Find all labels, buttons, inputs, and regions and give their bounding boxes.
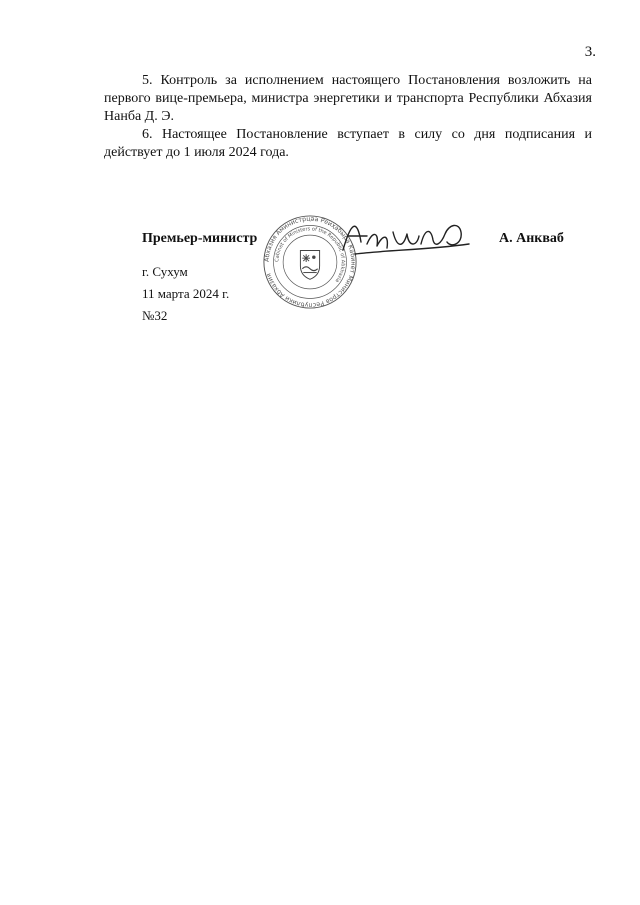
signatory-name: А. Анкваб [499,231,564,246]
issue-date: 11 марта 2024 г. [142,286,230,301]
position-title: Премьер-министр [142,231,258,246]
paragraph-5: 5. Контроль за исполнением настоящего Постановления возложить на первого вице-премьера, министра энергетики и транспорта Республики Абхазия Нанба Д. Э. [104,73,592,124]
seal-middle-text: Cabinet of Ministers of the Republic of Abkhazia [274,226,346,284]
document-number: №32 [142,308,168,323]
document-body [104,72,592,162]
signature-block [142,215,582,350]
handwritten-signature-icon [337,214,477,258]
seal-outer-text: Абхазия Аминистрцәа Реиҳабыра Кабинет Министров Республики Абхазия [263,215,357,309]
paragraph-6: 6. Настоящее Постановление вступает в силу со дня подписания и действует до 1 июля 2024 года. [104,127,592,160]
page-number: 3. [584,44,596,60]
issue-place: г. Сухум [142,264,188,279]
